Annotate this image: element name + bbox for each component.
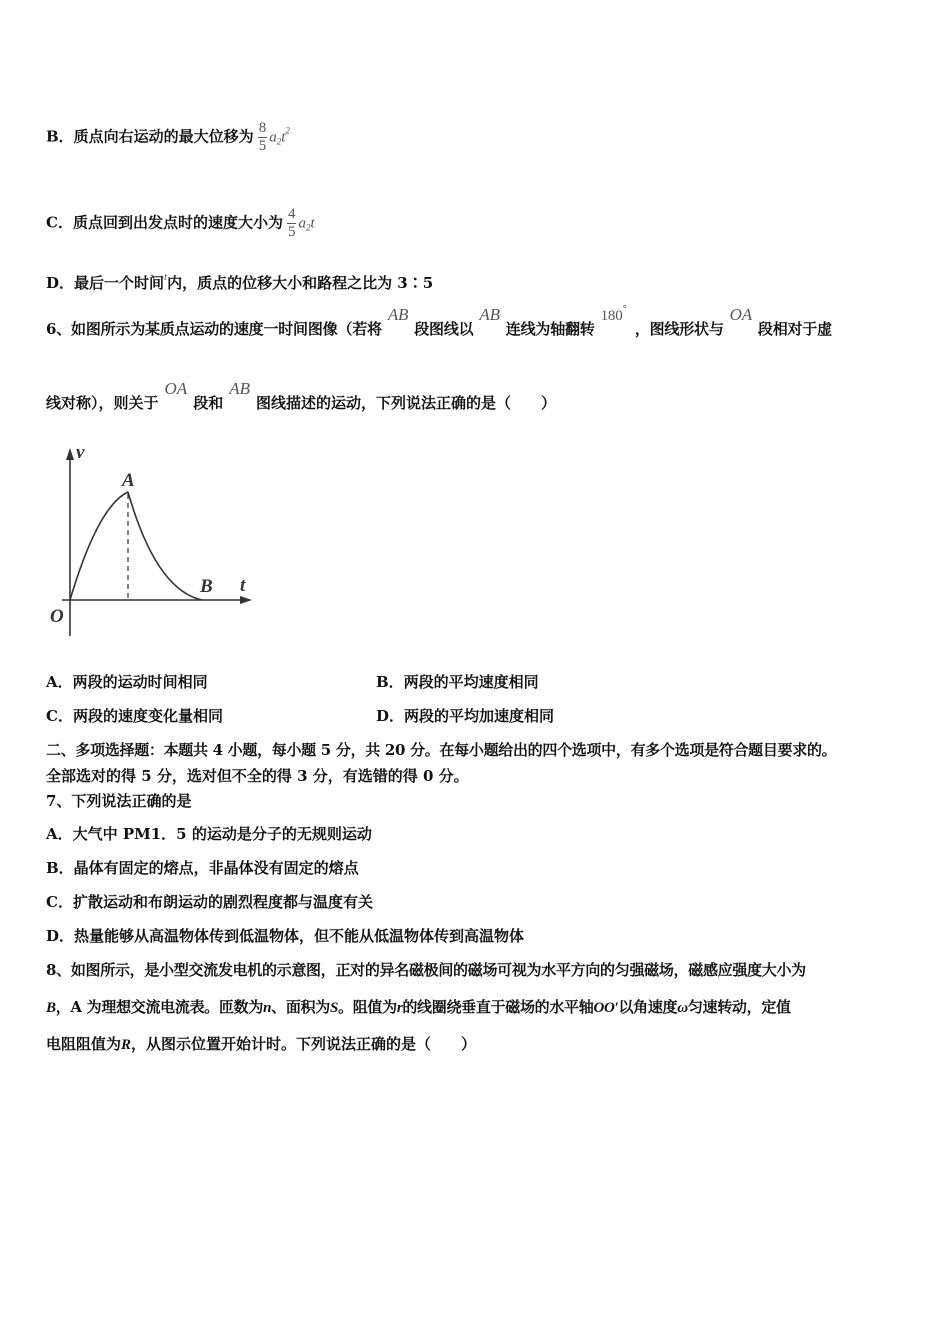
- graph-label-a: A: [122, 470, 135, 491]
- q5-option-d: D．最后一个时间$^t$内，质点的位移大小和路程之比为 3∶5: [46, 271, 434, 292]
- section2-heading-line1: 二、多项选择题：本题共 4 小题，每小题 5 分，共 20 分。在每小题给出的四个选项中，有多个选项是符合题目要求的。: [46, 741, 837, 759]
- q7-option-b: B．晶体有固定的熔点，非晶体没有固定的熔点: [46, 859, 359, 877]
- q7-option-d: D．热量能够从高温物体传到低温物体，但不能从低温物体传到高温物体: [46, 927, 525, 945]
- graph-label-o: O: [50, 606, 64, 627]
- curve-oa: [70, 492, 128, 600]
- q5-option-c: C．质点回到出发点时的速度大小为 $\frac{4}{5}$ $a_2t$: [46, 206, 315, 240]
- q6-option-a: A．两段的运动时间相同: [46, 673, 208, 691]
- t-axis-arrow: [240, 596, 252, 604]
- q6-option-c: C．两段的速度变化量相同: [46, 707, 223, 725]
- graph-label-v: v: [76, 442, 85, 463]
- section2-heading-line2: 全部选对的得 5 分，选对但不全的得 3 分，有选错的得 0 分。: [46, 767, 469, 785]
- fraction: $\frac{8}{5}$: [258, 120, 267, 154]
- q7-stem: 7、下列说法正确的是: [46, 792, 192, 810]
- graph-label-t: t: [240, 575, 246, 596]
- velocity-time-graph: [40, 440, 260, 640]
- graph-label-b: B: [200, 576, 213, 597]
- q8-stem-line2: B，A 为理想交流电流表。匝数为n、面积为S。阻值为r的线圈绕垂直于磁场的水平轴OO′以角速度ω匀速转动，定值: [46, 998, 791, 1016]
- q6-option-b: B．两段的平均速度相同: [376, 673, 539, 691]
- q8-stem-line3: 电阻阻值为R，从图示位置开始计时。下列说法正确的是（ ）: [46, 1035, 477, 1053]
- q7-option-a: A．大气中 PM1．5 的运动是分子的无规则运动: [46, 825, 372, 843]
- v-axis-arrow: [66, 448, 74, 460]
- q6-option-d: D．两段的平均加速度相同: [376, 707, 555, 725]
- q5-option-b: B．质点向右运动的最大位移为 $\frac{8}{5}$ $a_2t^2$: [46, 120, 290, 154]
- q8-stem-line1: 8、如图所示，是小型交流发电机的示意图，正对的异名磁极间的磁场可视为水平方向的匀强磁场，磁感应强度大小为: [46, 961, 806, 979]
- fraction: $\frac{4}{5}$: [287, 206, 296, 240]
- q6-stem-line2: 线对称），则关于OA段和AB图线描述的运动，下列说法正确的是（ ）: [46, 379, 556, 412]
- curve-ab: [128, 492, 202, 600]
- q7-option-c: C．扩散运动和布朗运动的剧烈程度都与温度有关: [46, 893, 373, 911]
- q6-stem-line1: 6、如图所示为某质点运动的速度一时间图像（若将AB段图线以AB连线为轴翻转180°，图线形状与OA段相对于虚: [46, 305, 832, 338]
